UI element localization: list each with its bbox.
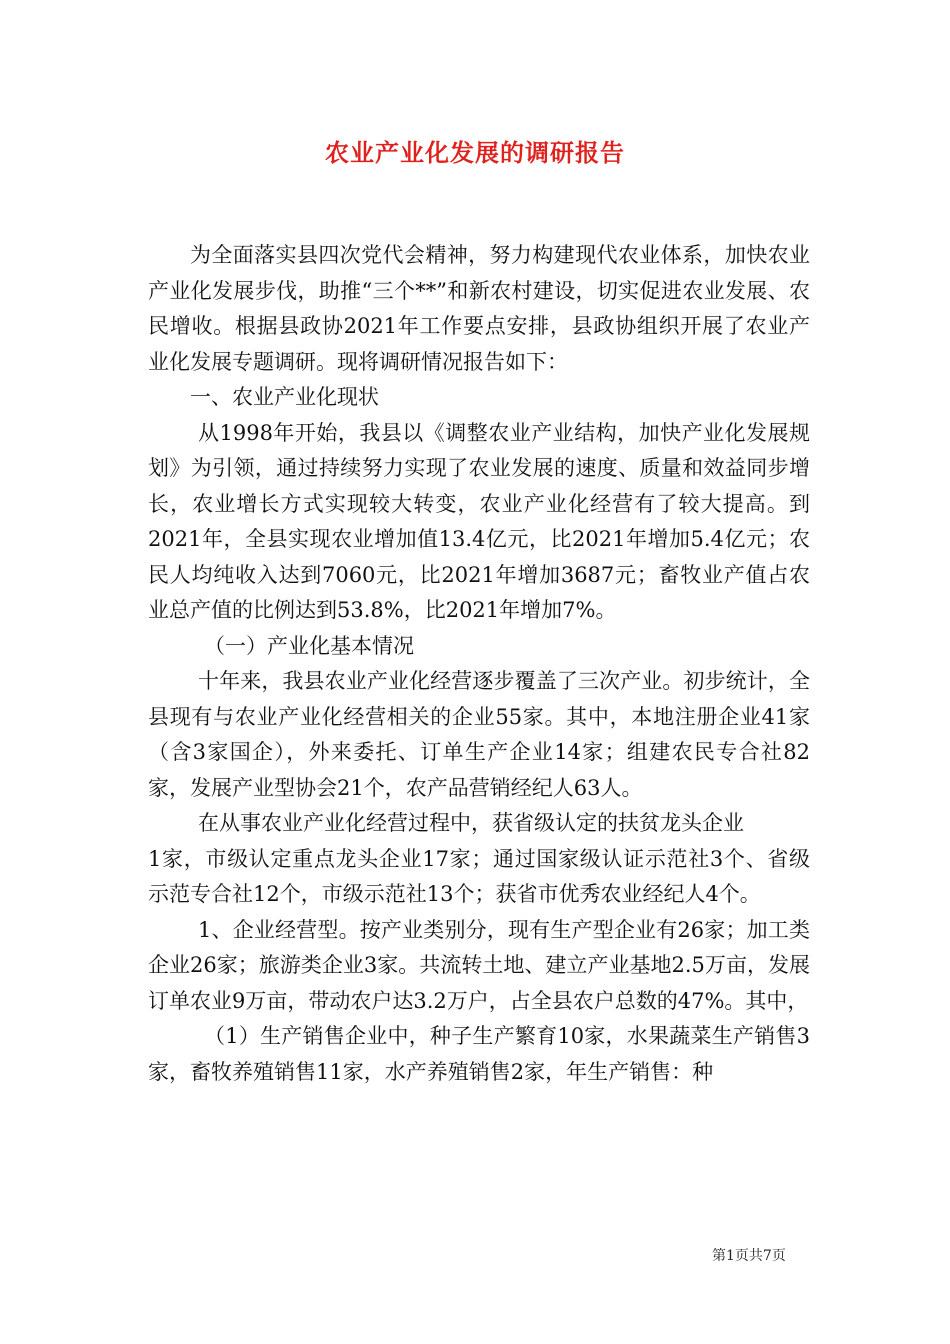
paragraph-intro: 为全面落实县四次党代会精神，努力构建现代农业体系，加快农业产业化发展步伐，助推“三个**”和新农村建设，切实促进农业发展、农民增收。根据县政协2021年工作要点安排，县政协组织开展了农业产业化发展专题调研。现将调研情况报告如下： <box>148 243 810 374</box>
paragraph-basic-situation: 十年来，我县农业产业化经营逐步覆盖了三次产业。初步统计，全县现有与农业产业化经营相关的企业55家。其中，本地注册企业41家（含3家国企），外来委托、订单生产企业14家；组建农民专合社82家，发展产业型协会21个，农产品营销经纪人63人。 <box>148 669 810 800</box>
paragraph-status: 从1998年开始，我县以《调整农业产业结构，加快产业化发展规划》为引领，通过持续努力实现了农业发展的速度、质量和效益同步增长，农业增长方式实现较大转变，农业产业化经营有了较大提高。到2021年，全县实现农业增加值13.4亿元，比2021年增加5.4亿元；农民人均纯收入达到7060元，比2021年增加3687元；畜牧业产值占农业总产值的比例达到53.8%，比2021年增加7%。 <box>148 420 810 622</box>
section-heading-1: 一、农业产业化现状 <box>190 385 379 409</box>
document-body <box>148 238 810 1090</box>
paragraph-certification-continued: 1家，市级认定重点龙头企业17家；通过国家级认证示范社3个、省级示范专合社12个，市级示范社13个；获省市优秀农业经纪人4个。 <box>148 846 810 906</box>
subsection-heading-1: （一）产业化基本情况 <box>204 633 414 658</box>
page-number: 第1页共7页 <box>712 1248 786 1264</box>
paragraph-production-sales: （1）生产销售企业中，种子生产繁育10家，水果蔬菜生产销售3家，畜牧养殖销售11家，水产养殖销售2家，年生产销售：种 <box>148 1024 810 1084</box>
paragraph-certification: 在从事农业产业化经营过程中，获省级认定的扶贫龙头企业 <box>198 811 744 835</box>
document-title: 农业产业化发展的调研报告 <box>325 138 625 167</box>
paragraph-enterprise-type: 1、企业经营型。按产业类别分，现有生产型企业有26家；加工类企业26家；旅游类企业3家。共流转土地、建立产业基地2.5万亩，发展订单农业9万亩，带动农户达3.2万户，占全县农户总数的47%。其中， <box>148 917 810 1013</box>
